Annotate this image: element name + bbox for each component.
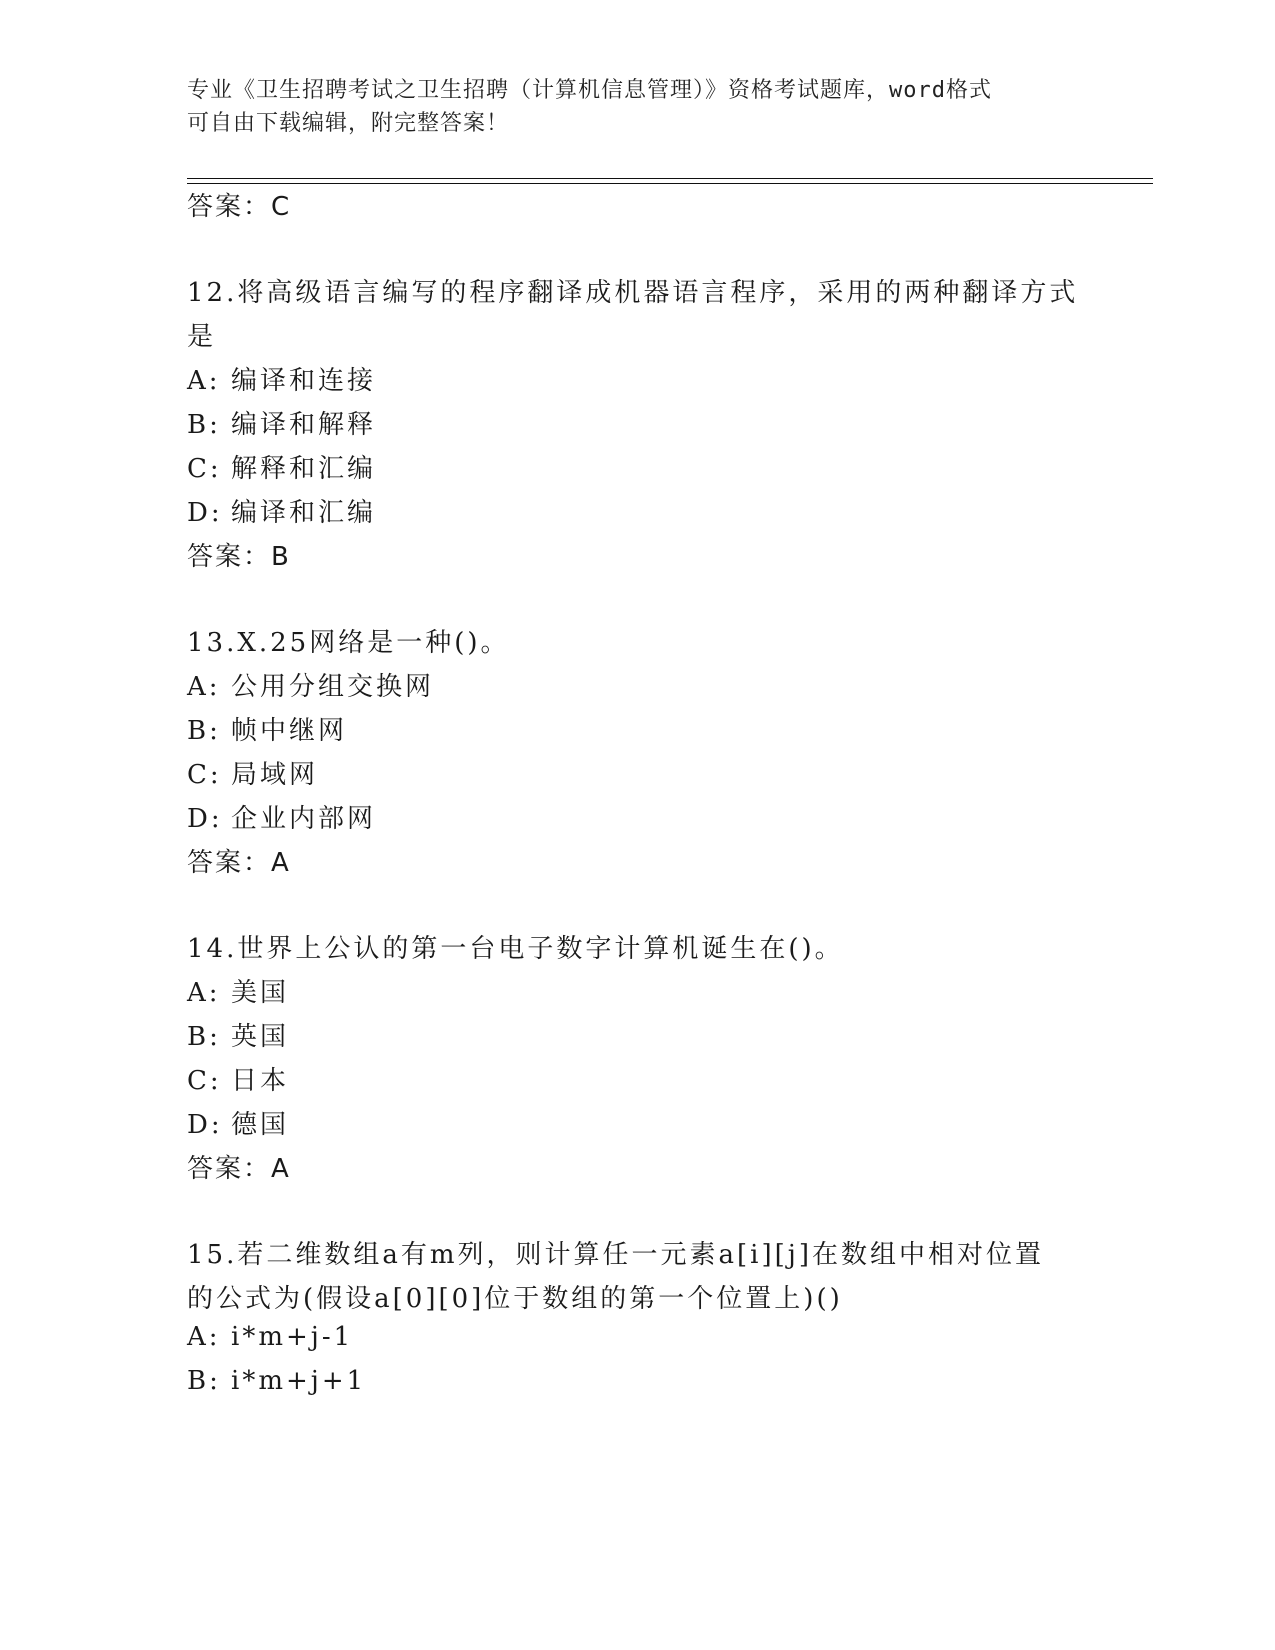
header-line-2: 可自由下载编辑，附完整答案！: [187, 111, 510, 136]
option-text: 编译和汇编: [231, 498, 377, 528]
option-text: 解释和汇编: [231, 454, 377, 484]
q12-option-c: [187, 448, 376, 485]
option-letter: B:: [187, 716, 221, 746]
option-letter: B:: [187, 410, 221, 440]
q15-stem-line-1: 15.若二维数组a有m列，则计算任一元素a[i][j]在数组中相对位置: [187, 1240, 1044, 1270]
q15-option-b: [187, 1366, 366, 1396]
q12-option-b: [187, 404, 376, 441]
document-header: [187, 74, 1067, 140]
option-text: 编译和连接: [231, 366, 377, 396]
option-text: 帧中继网: [231, 716, 348, 746]
option-text: 企业内部网: [231, 804, 377, 834]
option-letter: C:: [187, 1066, 222, 1096]
q14-option-b: [187, 1016, 289, 1053]
q12-option-a: [187, 360, 376, 397]
option-letter: C:: [187, 454, 222, 484]
option-text: 德国: [231, 1110, 290, 1140]
q13-option-a: [187, 666, 434, 703]
option-text: 日本: [231, 1066, 290, 1096]
q12-stem-line-1: 12.将高级语言编写的程序翻译成机器语言程序，采用的两种翻译方式: [187, 278, 1079, 308]
q12-stem-line-2: 是: [187, 322, 217, 352]
option-letter: A:: [187, 1322, 221, 1352]
header-line-1: 专业《卫生招聘考试之卫生招聘（计算机信息管理）》资格考试题库，word格式: [187, 78, 992, 103]
option-letter: B:: [187, 1022, 221, 1052]
option-letter: A:: [187, 366, 221, 396]
q14-option-a: [187, 972, 289, 1009]
option-letter: A:: [187, 978, 221, 1008]
option-letter: A:: [187, 672, 221, 702]
option-text: 编译和解释: [231, 410, 377, 440]
q15-stem-line-2: 的公式为(假设a[0][0]位于数组的第一个位置上)(): [187, 1284, 843, 1314]
q12-option-d: [187, 492, 376, 529]
q12-answer: 答案：B: [187, 542, 291, 572]
option-text: i*m+j-1: [231, 1322, 354, 1352]
option-letter: C:: [187, 760, 222, 790]
q14-answer: 答案：A: [187, 1154, 291, 1184]
q15-option-a: [187, 1322, 353, 1352]
q13-stem: 13.X.25网络是一种()。: [187, 628, 510, 658]
q14-stem: 14.世界上公认的第一台电子数字计算机诞生在()。: [187, 934, 844, 964]
option-letter: D:: [187, 1110, 223, 1140]
option-text: i*m+j+1: [231, 1366, 367, 1396]
option-letter: D:: [187, 804, 223, 834]
previous-answer: 答案：C: [187, 192, 292, 222]
option-text: 公用分组交换网: [231, 672, 435, 702]
option-text: 局域网: [231, 760, 319, 790]
option-letter: B:: [187, 1366, 221, 1396]
option-text: 英国: [231, 1022, 290, 1052]
q13-option-b: [187, 710, 347, 747]
option-text: 美国: [231, 978, 290, 1008]
option-letter: D:: [187, 498, 223, 528]
q13-option-d: [187, 798, 376, 835]
header-divider-top: [187, 178, 1153, 179]
header-divider-bottom: [187, 183, 1153, 184]
q14-option-d: [187, 1104, 289, 1141]
q13-option-c: [187, 754, 318, 791]
q13-answer: 答案：A: [187, 848, 291, 878]
q14-option-c: [187, 1060, 289, 1097]
